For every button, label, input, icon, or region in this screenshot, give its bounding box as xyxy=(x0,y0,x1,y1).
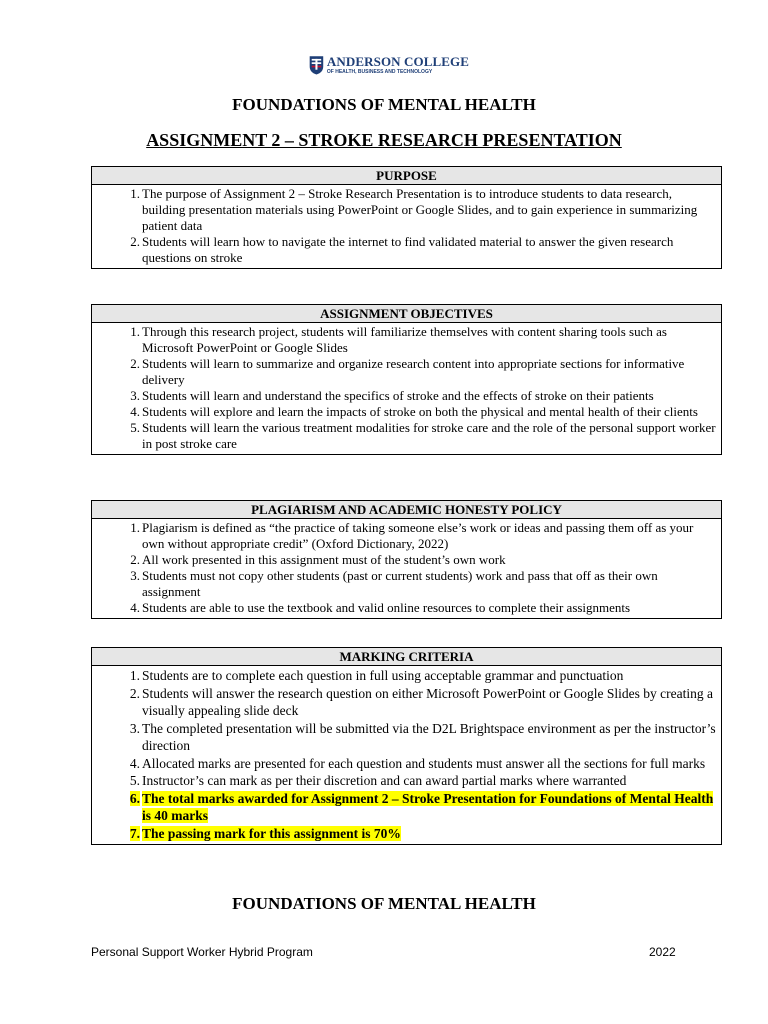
assignment-title-text: ASSIGNMENT 2 – STROKE RESEARCH PRESENTATION xyxy=(146,130,622,150)
highlighted-text: The passing mark for this assignment is 70% xyxy=(142,825,401,841)
item-number: 4 . xyxy=(92,600,142,616)
item-number: 5 . xyxy=(92,420,142,452)
college-logo xyxy=(309,50,469,80)
list-item xyxy=(92,772,717,790)
item-number: 1 . xyxy=(92,667,142,685)
item-text: Instructor’s can mark as per their discretion and can award partial marks where warranted xyxy=(142,773,627,788)
marking-heading: MARKING CRITERIA xyxy=(92,648,721,666)
marking-list xyxy=(92,667,717,842)
item-text: All work presented in this assignment must of the student’s own work xyxy=(142,552,506,567)
item-number xyxy=(92,825,142,843)
purpose-section xyxy=(91,166,722,269)
course-title: FOUNDATIONS OF MENTAL HEALTH xyxy=(232,95,536,114)
item-number: 3 . xyxy=(92,568,142,600)
item-text xyxy=(142,825,717,843)
footer-course-title: FOUNDATIONS OF MENTAL HEALTH xyxy=(232,894,536,913)
list-item xyxy=(92,600,717,616)
item-text: The purpose of Assignment 2 – Stroke Research Presentation is to introduce students to data research, building presentation materials using PowerPoint or Google Slides, and to gain experience in summarizing patient data xyxy=(142,186,698,233)
item-number: 2 . xyxy=(92,685,142,720)
list-item xyxy=(92,755,717,773)
item-text: Students will learn how to navigate the internet to find validated material to answer the given research questions on stroke xyxy=(142,234,674,265)
item-number: 2 . xyxy=(92,356,142,388)
item-number: 2 . xyxy=(92,234,142,266)
item-text: Students will explore and learn the impacts of stroke on both the physical and mental health of their clients xyxy=(142,404,698,419)
purpose-heading: PURPOSE xyxy=(92,167,721,185)
item-number-text: 7. xyxy=(129,825,140,841)
item-text: Students will answer the research question on either Microsoft PowerPoint or Google Slides by creating a visually appealing slide deck xyxy=(142,685,714,718)
list-item xyxy=(92,356,717,388)
objectives-section xyxy=(91,304,722,455)
list-item xyxy=(92,552,717,568)
assignment-title xyxy=(0,130,768,151)
marking-section xyxy=(91,647,722,845)
list-item xyxy=(92,420,717,452)
item-text: Through this research project, students will familiarize themselves with content sharing tools such as Microsoft PowerPoint or Google Slides xyxy=(142,324,667,355)
item-number: 4 . xyxy=(92,755,142,773)
logo-subtitle: OF HEALTH, BUSINESS AND TECHNOLOGY xyxy=(326,68,433,75)
item-number: 3 . xyxy=(92,388,142,404)
logo-name: ANDERSON COLLEGE xyxy=(326,53,469,69)
highlighted-list-item xyxy=(92,790,717,825)
item-text: Students are to complete each question in full using acceptable grammar and punctuation xyxy=(142,668,624,683)
item-number: 3 . xyxy=(92,720,142,755)
objectives-heading: ASSIGNMENT OBJECTIVES xyxy=(92,305,721,323)
objectives-list xyxy=(92,324,717,452)
item-text: Students will learn and understand the specifics of stroke and the effects of stroke on their patients xyxy=(142,388,654,403)
plagiarism-heading: PLAGIARISM AND ACADEMIC HONESTY POLICY xyxy=(92,501,721,519)
plagiarism-list xyxy=(92,520,717,616)
item-text: Students will learn to summarize and organize research content into appropriate sections for informative delivery xyxy=(142,356,685,387)
item-number: 1 . xyxy=(92,186,142,234)
list-item xyxy=(92,568,717,600)
list-item xyxy=(92,186,717,234)
item-text: Students must not copy other students (past or current students) work and pass that off as their own assignment xyxy=(142,568,658,599)
footer-year: 2022 xyxy=(649,945,676,959)
list-item xyxy=(92,667,717,685)
item-text xyxy=(142,790,717,825)
list-item xyxy=(92,685,717,720)
item-number xyxy=(92,790,142,825)
item-number: 2 . xyxy=(92,552,142,568)
item-number: 5 . xyxy=(92,772,142,790)
item-number: 1 . xyxy=(92,520,142,552)
item-text: Plagiarism is defined as “the practice of taking someone else’s work or ideas and passing them off as your own without appropriate credit” (Oxford Dictionary, 2022) xyxy=(142,520,694,551)
item-text: Students are able to use the textbook and valid online resources to complete their assignments xyxy=(142,600,631,615)
item-number-text: 6. xyxy=(129,790,140,806)
list-item xyxy=(92,388,717,404)
item-text: The completed presentation will be submitted via the D2L Brightspace environment as per the instructor’s direction xyxy=(142,720,716,753)
item-text: Students will learn the various treatment modalities for stroke care and the role of the personal support worker in post stroke care xyxy=(142,420,716,451)
program-name: Personal Support Worker Hybrid Program xyxy=(91,945,313,959)
highlighted-text: The total marks awarded for Assignment 2 – Stroke Presentation for Foundations of Mental Health is 40 marks xyxy=(142,790,714,823)
item-text: Allocated marks are presented for each question and students must answer all the sections for full marks xyxy=(142,755,706,771)
list-item xyxy=(92,234,717,266)
item-number: 1 . xyxy=(92,324,142,356)
list-item xyxy=(92,720,717,755)
item-number: 4 . xyxy=(92,404,142,420)
highlighted-list-item xyxy=(92,825,717,843)
list-item xyxy=(92,324,717,356)
plagiarism-section xyxy=(91,500,722,619)
list-item xyxy=(92,404,717,420)
purpose-list xyxy=(92,186,717,266)
list-item xyxy=(92,520,717,552)
shield-logo-icon xyxy=(309,50,324,80)
